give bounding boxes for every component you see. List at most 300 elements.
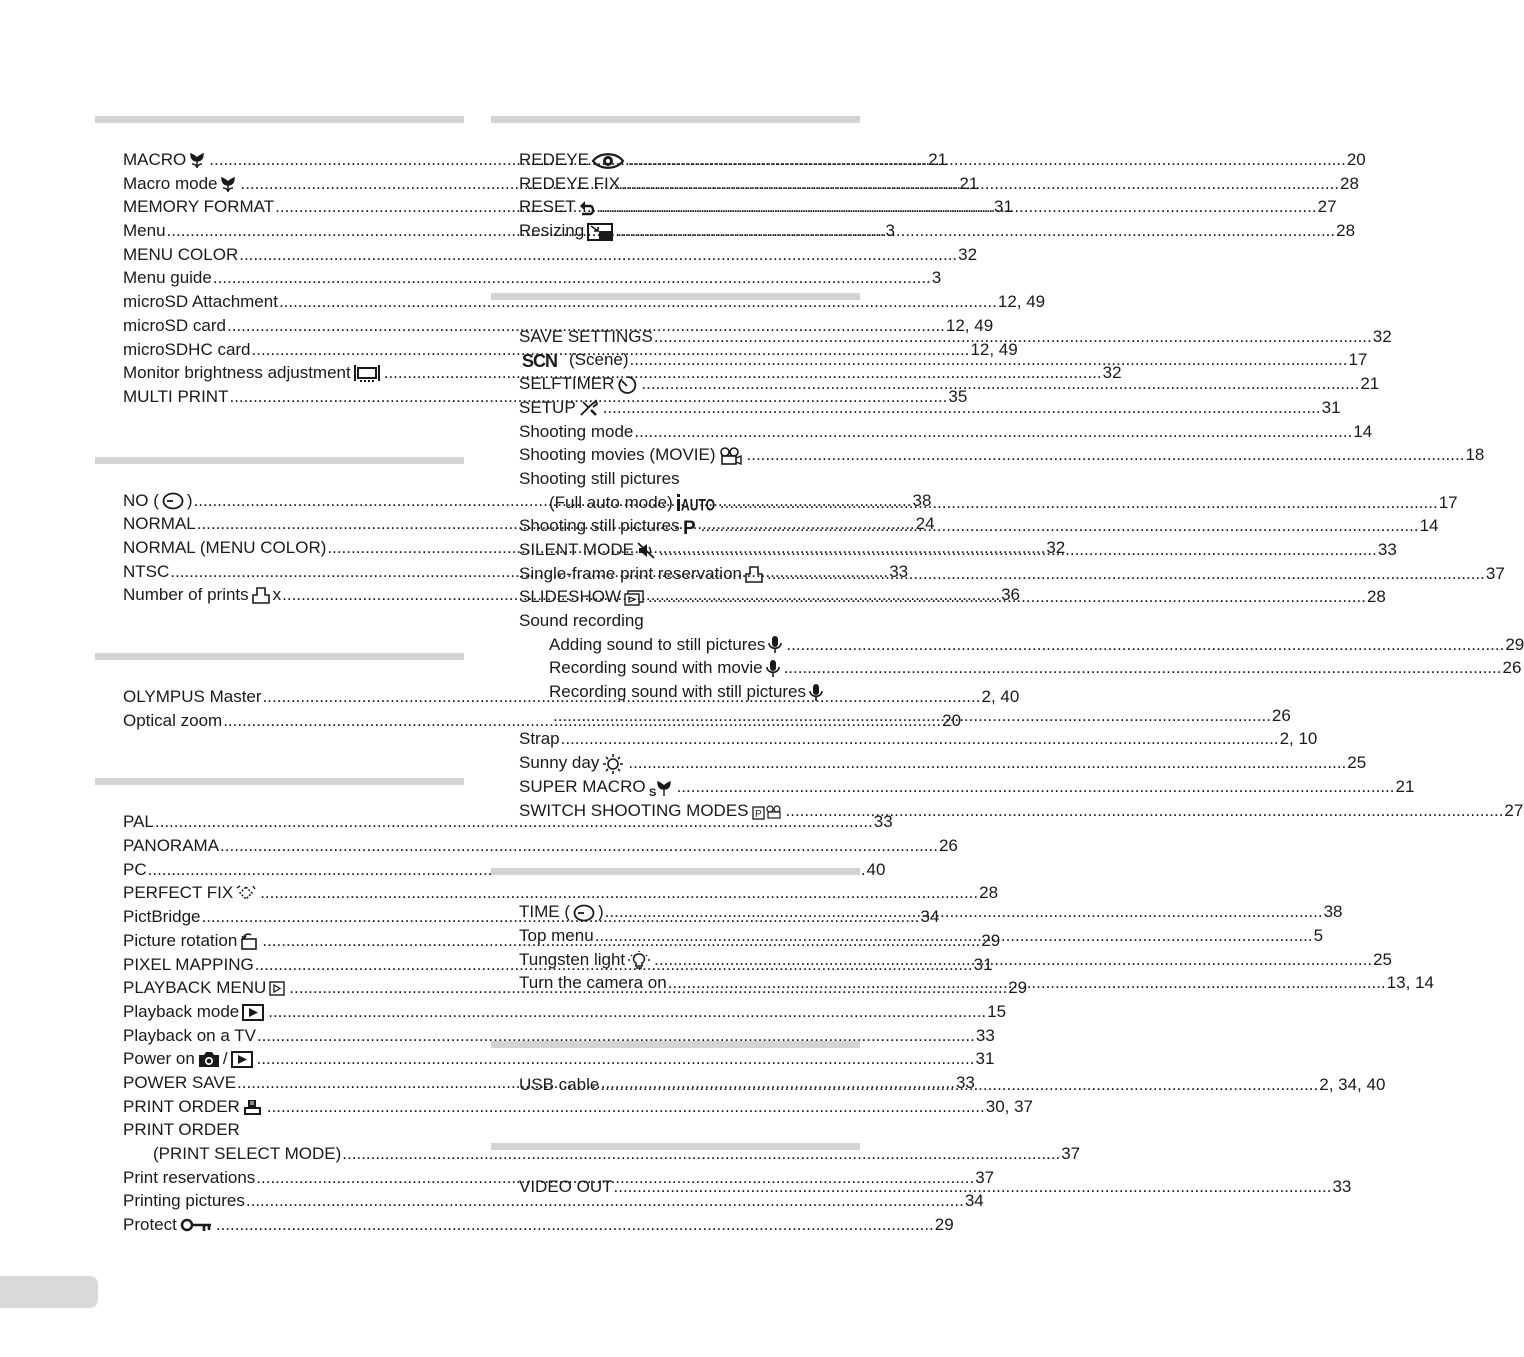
entry-page-number: 31 [994,197,1013,217]
index-entry [519,443,1485,467]
print-order-icon [243,1099,263,1116]
entry-label [519,420,633,444]
entry-label [123,905,200,929]
print-icon [252,587,270,604]
section-divider-bar [95,457,464,464]
entry-label-text: Shooting mode [519,421,634,441]
switch-modes-icon [752,803,782,820]
camera-icon [198,1051,220,1068]
svg-text:SCN: SCN [522,351,558,372]
index-entry [123,709,962,733]
entry-label-text: PC [123,859,147,879]
entry-page-number: 29 [1008,978,1028,998]
perfect-fix-icon [236,885,256,902]
entry-label-text: MACRO [123,150,187,169]
entry-label-text: SLIDESHOW [519,587,622,607]
dot-leader [654,325,1372,349]
entry-page-number: 29 [981,930,1001,950]
entry-label-text: PAL [123,812,154,832]
entry-page-number: 33 [889,561,909,581]
index-entry [123,1118,464,1142]
entry-page-number: 37 [1485,563,1505,583]
entry-label-text: Turn the camera on [519,973,667,993]
entry-page-number: 35 [948,386,968,406]
index-entry [123,1142,1081,1166]
entry-label-text: USB cable [519,1074,600,1094]
entry-label-text: PERFECT FIX [123,883,234,903]
entry-page-number: 2, 40 [981,687,1020,706]
dot-leader [668,971,1386,995]
entry-label-text: MEMORY FORMAT [123,197,275,217]
entry-page-number: 25 [1373,949,1393,969]
entry-label-text: MULTI PRINT [123,386,229,406]
section-divider-bar [491,1041,860,1048]
entry-label [123,834,219,858]
dot-leader [641,372,1359,396]
index-entry [123,1095,1033,1119]
entry-page-number: 33 [1377,539,1397,559]
index-entry [519,609,860,633]
entry-page-number: 21 [928,150,948,169]
entry-label [123,512,196,536]
entry-label-text: microSD Attachment [123,292,278,312]
dot-leader [747,443,1465,467]
entry-page-number: 38 [912,490,932,510]
playback-icon [231,1051,253,1068]
entry-page-number: 32 [1372,326,1392,346]
entry-label [123,976,288,1000]
entry-label [519,775,676,799]
entry-page-number: 33 [1332,1176,1352,1196]
entry-label-text: Monitor brightness adjustment [123,363,351,383]
entry-label-text: Top menu [519,925,594,945]
dot-leader [634,420,1352,444]
p-mode-icon [682,517,697,539]
entry-label-text: Recording sound with still pictures [549,682,807,702]
entry-page-number: 33 [975,1025,995,1045]
tulip-macro-icon [220,176,236,193]
entry-page-number: 2, 10 [1279,729,1318,749]
entry-page-number: 15 [987,1001,1007,1021]
entry-label [123,1000,267,1024]
index-entry [123,1189,984,1213]
entry-label [519,195,598,219]
reset-arrow-icon [579,200,595,216]
section-divider-bar [95,116,464,123]
index-entry [123,858,886,882]
print-icon [745,566,763,583]
entry-label-text: Menu [123,221,166,241]
dot-leader [216,1213,934,1237]
entry-label-text: NORMAL (MENU COLOR) [123,537,327,557]
entry-label [123,810,154,834]
dot-leader [677,775,1395,799]
entry-label [549,656,783,680]
entry-label [549,680,826,704]
svg-text:AUTO: AUTO [680,495,715,515]
entry-label [123,148,208,172]
index-entry [123,881,999,905]
entry-label [519,948,653,972]
entry-label-text: Protect [123,1215,177,1235]
entry-label [519,348,629,372]
dot-leader [595,924,1313,948]
entry-label-text: PRINT ORDER [123,1096,240,1116]
entry-page-number: 26 [938,836,958,856]
entry-label [123,314,226,338]
dot-leader [648,585,1366,609]
monitor-brightness-icon [354,365,380,383]
entry-label-text: PLAYBACK MENU [123,978,267,998]
entry-page-number: 33 [873,812,893,832]
entry-label-text: (Full auto mode) [549,492,673,512]
entry-label [519,514,700,538]
entry-label-text: SETUP [519,397,576,417]
entry-label [123,195,274,219]
entry-page-number: 36 [1001,585,1021,605]
entry-page-number: 18 [1465,445,1485,465]
entry-label [123,536,326,560]
entry-label [123,266,212,290]
entry-page-number: 29 [1505,634,1524,654]
entry-page-number: 3 [885,221,895,241]
entry-page-number: 32 [1102,363,1122,383]
section-divider-bar [491,868,860,875]
mic-icon [809,684,823,702]
entry-page-number: 24 [915,514,935,534]
dot-leader [621,172,1339,196]
entry-page-number: 28 [1340,173,1359,193]
entry-page-number: 25 [1347,753,1367,773]
entry-label-text: SUPER MACRO [519,776,646,796]
clock-icon [573,904,595,922]
entry-page-number: 32 [1046,537,1066,557]
entry-label [549,633,785,657]
iauto-icon [676,494,716,515]
entry-page-number: 17 [1438,492,1458,512]
entry-page-number: 33 [955,1072,975,1092]
entry-page-number: 3 [931,268,942,288]
dot-leader [654,948,1372,972]
entry-page-number: 21 [959,173,979,193]
index-entry [519,775,1415,799]
entry-label [123,290,278,314]
entry-label-text: MENU COLOR [123,244,239,264]
entry-label [123,560,169,584]
entry-label-text: Tungsten light [519,949,626,969]
svg-text:P: P [682,517,696,539]
eye-icon [592,152,624,170]
index-entry [123,1000,1007,1024]
entry-label [519,219,616,243]
index-entry [519,633,1524,657]
dot-leader [603,396,1321,420]
entry-label-text: Single-frame print reservation [519,563,742,583]
entry-label [123,1189,245,1213]
entry-page-number: 12, 49 [945,315,994,335]
entry-label [519,562,766,586]
entry-label-text: Menu guide [123,268,212,288]
resize-icon [587,223,613,241]
entry-label-text: microSDHC card [123,339,251,359]
entry-label-suffix: / [222,1049,228,1069]
entry-label [123,953,254,977]
entry-label [519,172,620,196]
entry-label [123,1213,215,1237]
page-corner-tab [0,1276,98,1308]
dot-leader [614,1175,1332,1199]
playback-menu-icon [269,981,285,996]
entry-label [123,929,261,953]
entry-label-text: NORMAL [123,514,196,534]
entry-label-text: PANORAMA [123,836,220,856]
entry-label-text: Sunny day [519,753,600,773]
dot-leader [600,1073,1318,1097]
entry-page-number: 12, 49 [997,292,1046,312]
index-entry [123,1213,954,1237]
entry-page-number: 14 [1419,516,1439,536]
entry-label [549,491,719,515]
entry-page-number: 26 [1271,705,1291,725]
entry-page-number: 13, 14 [1386,973,1434,993]
dot-leader [553,704,1271,728]
entry-page-number: 26 [1502,658,1522,678]
entry-page-number: 34 [964,1191,984,1211]
dot-leader [767,562,1485,586]
entry-label-text: NO ( [123,490,159,510]
section-divider-bar [491,1143,860,1150]
index-entry [123,1047,995,1071]
entry-label [123,1166,255,1190]
svg-text:S: S [648,786,656,799]
entry-label [519,1073,599,1097]
entry-page-number: 17 [1348,350,1368,370]
entry-label [519,443,746,467]
entry-label-text: microSD card [123,315,226,335]
dot-leader [628,148,1346,172]
dot-leader [605,900,1323,924]
entry-label [123,1071,236,1095]
entry-label-text: PIXEL MAPPING [123,954,254,974]
entry-label [123,361,383,385]
entry-page-number: 34 [920,907,940,927]
entry-label-text: VIDEO OUT [519,1176,613,1196]
entry-page-number: 31 [975,1049,995,1069]
entry-label-text: Adding sound to still pictures [549,634,766,654]
dot-leader [628,751,1346,775]
entry-page-number: 31 [1321,397,1341,417]
entry-page-number: 31 [973,954,993,974]
entry-label-text: Sound recording [519,611,644,630]
entry-page-number: 38 [1323,902,1343,922]
entry-label-text: Print reservations [123,1167,256,1187]
entry-label-text: SWITCH SHOOTING MODES [519,800,749,820]
entry-label-text: (Scene) [569,350,629,370]
index-entry [123,1024,995,1048]
entry-page-number: 28 [979,883,999,903]
entry-page-number: 5 [1313,925,1324,945]
entry-label-text: SILENT MODE [519,539,634,559]
entry-label-text: REDEYE FIX [519,173,621,193]
index-entry [123,266,942,290]
entry-label-text: POWER SAVE [123,1072,237,1092]
entry-label [123,385,228,409]
entry-label [519,900,604,924]
dot-leader [599,195,1317,219]
entry-label [519,609,644,633]
entry-label [123,219,166,243]
scn-icon [522,351,566,372]
dot-leader [659,538,1377,562]
selftimer-icon [617,376,637,394]
entry-label [519,467,680,491]
svg-text:P: P [754,808,762,820]
entry-page-number: 32 [958,244,978,264]
dot-leader [720,491,1438,515]
entry-label [519,1175,613,1199]
section-divider-bar [95,653,464,660]
entry-page-number: 28 [1366,587,1386,607]
index-entry [519,420,1373,444]
entry-label-text: Strap [519,729,560,749]
entry-page-number: 29 [934,1215,954,1235]
entry-label [519,727,560,751]
index-entry [519,219,1356,243]
entry-label [123,1118,240,1142]
entry-label [123,338,251,362]
entry-label [123,1024,256,1048]
clock-icon [162,492,184,510]
entry-label [519,396,602,420]
entry-page-number: 2, 34, 40 [1319,1074,1386,1094]
entry-label-suffix: ) [598,902,604,922]
slideshow-icon [624,590,644,606]
entry-label [123,583,281,607]
dot-leader [786,799,1504,823]
section-divider-bar [491,116,860,123]
setup-icon [579,399,599,417]
entry-label-text: SAVE SETTINGS [519,326,653,346]
entry-label [519,971,667,995]
entry-label [123,1095,266,1119]
index-entry [123,290,1046,314]
entry-label-text: Shooting still pictures [519,468,680,488]
entry-page-number: 27 [1504,800,1524,820]
movie-icon [719,447,743,465]
dot-leader [784,656,1502,680]
index-entry [519,727,1318,751]
index-entry [123,243,978,267]
entry-label-text: Playback mode [123,1001,240,1021]
tungsten-icon [628,951,650,970]
entry-page-number: 20 [942,710,962,730]
entry-label [123,489,193,513]
entry-label-text: Power on [123,1049,195,1069]
entry-label [123,172,239,196]
entry-label [123,881,259,905]
index-entry [519,467,860,491]
entry-label-text: RESET [519,197,576,217]
dot-leader [701,514,1419,538]
entry-label-suffix: x [272,585,282,605]
index-entry [519,751,1367,775]
entry-page-number: 37 [1061,1144,1081,1163]
entry-page-number: 27 [1317,197,1337,217]
entry-label [519,372,640,396]
rotation-icon [240,932,258,950]
entry-label [519,325,653,349]
dot-leader [561,727,1279,751]
entry-label-text: Playback on a TV [123,1025,256,1045]
entry-label-text: PRINT ORDER [123,1120,240,1140]
entry-label-text: TIME ( [519,902,570,922]
entry-label-text: SELFTIMER [519,374,615,394]
entry-label [519,751,627,775]
dot-leader [617,219,1335,243]
entry-page-number: 21 [1395,776,1415,796]
entry-page-number: 21 [1360,374,1380,394]
entry-label [123,243,238,267]
index-entry [519,656,1522,680]
key-icon [180,1219,212,1233]
entry-label-text: Optical zoom [123,710,223,730]
entry-label-suffix: ) [186,490,193,510]
entry-label-text: (PRINT SELECT MODE) [153,1144,342,1163]
entry-page-number: 20 [1346,150,1366,169]
entry-label-text: Shooting movies (MOVIE) [519,445,716,465]
entry-label-text: Shooting still pictures [519,516,680,536]
entry-label [519,799,785,823]
entry-label [519,924,594,948]
entry-page-number: 12, 49 [970,339,1018,359]
entry-label-text: PictBridge [123,907,201,927]
entry-page-number: 37 [975,1167,995,1187]
entry-label-text: Picture rotation [123,930,238,950]
mic-icon [768,636,782,654]
entry-label-text: Resizing [519,221,585,241]
silent-icon [637,542,655,559]
entry-label [153,1142,341,1166]
entry-page-number: 14 [1353,421,1373,441]
entry-label [123,709,222,733]
tulip-macro-icon [189,152,205,169]
entry-label [519,538,658,562]
entry-label-text: Macro mode [123,173,218,193]
playback-icon [242,1004,264,1021]
entry-label [123,1047,256,1071]
entry-page-number: 40 [866,859,886,879]
entry-label-text: OLYMPUS Master [123,687,262,706]
index-entry [123,834,958,858]
section-divider-bar [491,293,860,300]
entry-page-number: 30, 37 [985,1096,1033,1116]
entry-page-number: 28 [1336,221,1356,241]
dot-leader [630,348,1348,372]
entry-label-text: REDEYE [519,150,589,169]
entry-label [519,148,627,172]
entry-label-text: Printing pictures [123,1191,245,1211]
entry-label-text: Recording sound with movie [549,658,763,678]
entry-label [123,858,147,882]
entry-label [123,685,262,709]
mic-icon [766,660,780,678]
entry-label-text: Number of prints [123,585,249,605]
entry-label [519,585,647,609]
super-macro-icon [649,778,673,797]
section-divider-bar [95,778,464,785]
sun-icon [602,754,624,774]
dot-leader [786,633,1504,657]
